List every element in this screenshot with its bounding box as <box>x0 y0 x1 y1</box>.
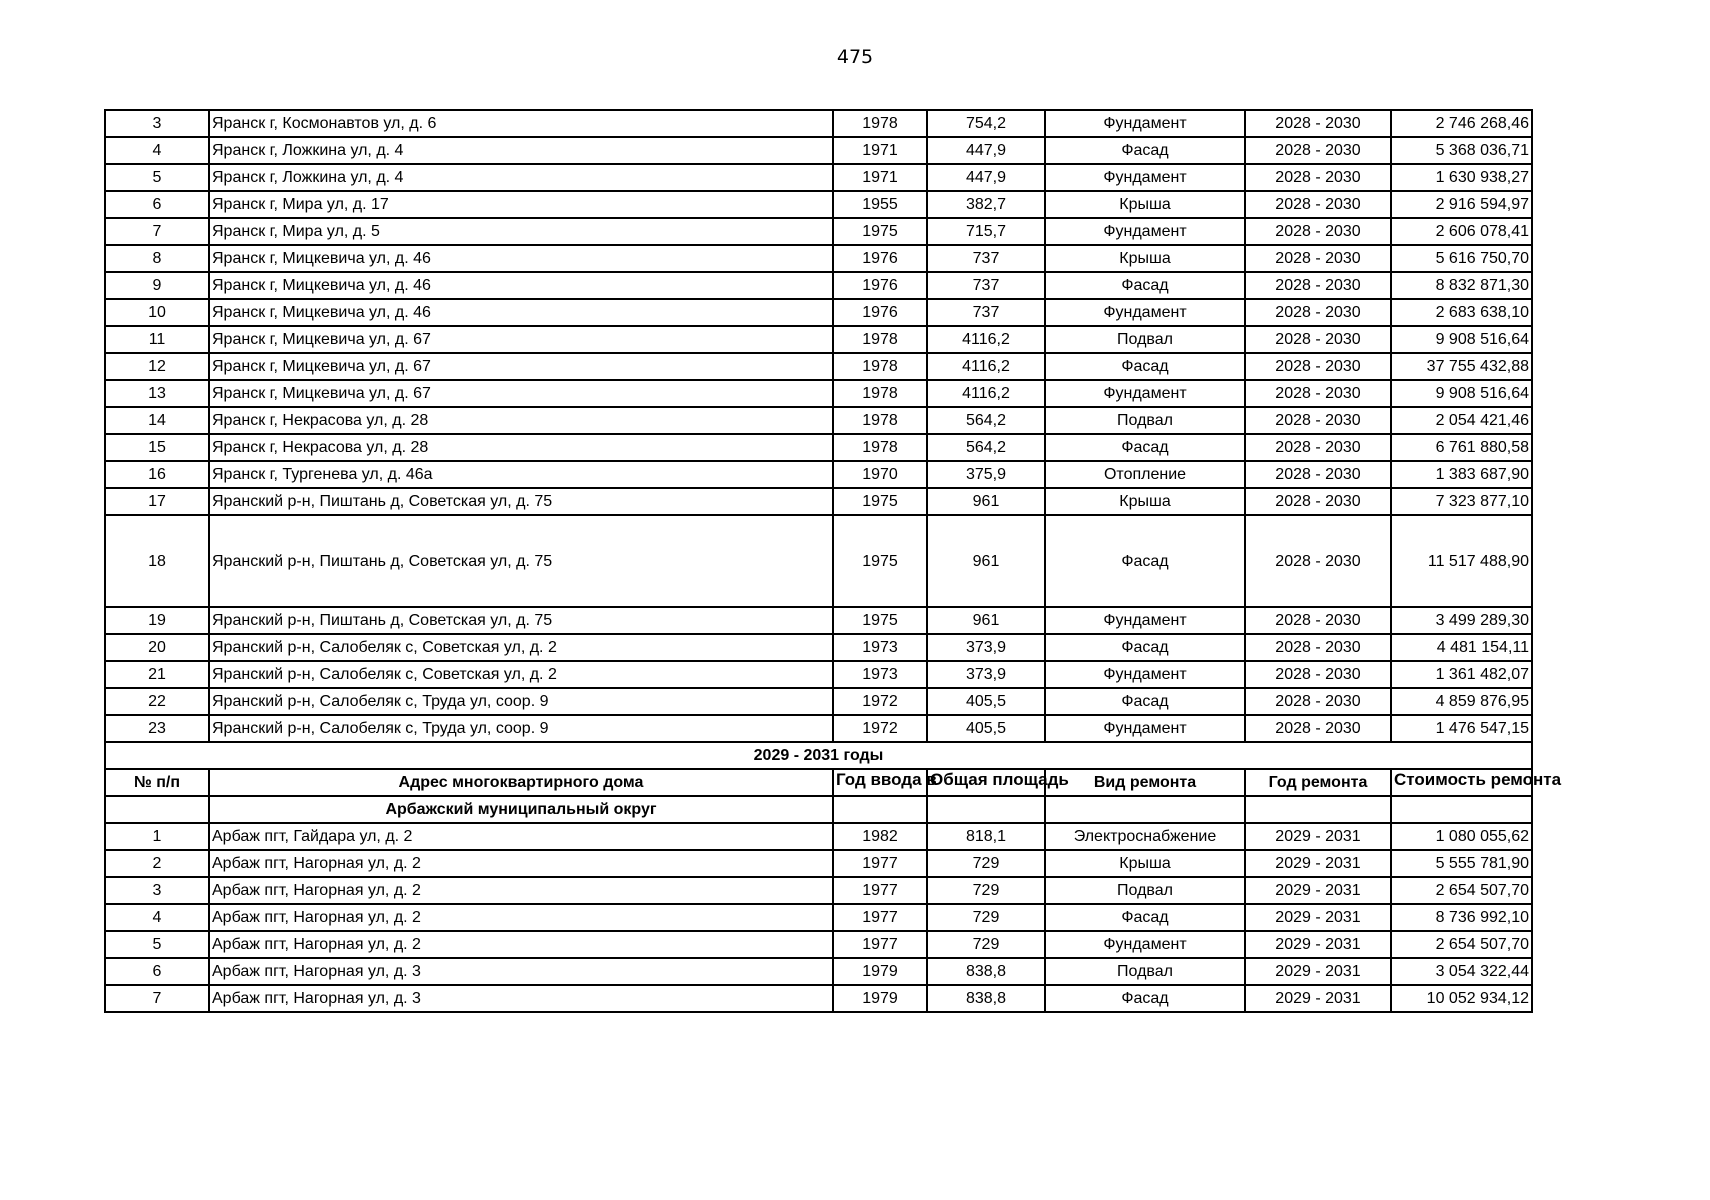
cell-year: 1972 <box>833 715 927 742</box>
cell-period: 2029 - 2031 <box>1245 823 1391 850</box>
header-area: Общая площадь <box>927 769 1045 796</box>
cell-cost: 6 761 880,58 <box>1391 434 1532 461</box>
cell-repair: Подвал <box>1045 877 1245 904</box>
page-number: 475 <box>836 46 874 68</box>
cell-year: 1970 <box>833 461 927 488</box>
cell-cost: 2 606 078,41 <box>1391 218 1532 245</box>
cell-repair: Фундамент <box>1045 931 1245 958</box>
cell-cost: 5 368 036,71 <box>1391 137 1532 164</box>
cell-num: 20 <box>105 634 209 661</box>
cell-period: 2028 - 2030 <box>1245 272 1391 299</box>
cell-repair: Крыша <box>1045 245 1245 272</box>
table-row <box>105 218 1532 245</box>
cell-num: 3 <box>105 110 209 137</box>
cell-area: 961 <box>927 488 1045 515</box>
cell-area: 729 <box>927 904 1045 931</box>
cell-num: 10 <box>105 299 209 326</box>
cell-area: 4116,2 <box>927 353 1045 380</box>
cell-cost: 37 755 432,88 <box>1391 353 1532 380</box>
cell-num: 1 <box>105 823 209 850</box>
cell-area: 729 <box>927 850 1045 877</box>
cell-year: 1978 <box>833 110 927 137</box>
cell-area: 373,9 <box>927 661 1045 688</box>
cell-num: 11 <box>105 326 209 353</box>
table-body-2029-2031 <box>105 823 1532 1012</box>
cell-repair: Подвал <box>1045 958 1245 985</box>
cell-area: 754,2 <box>927 110 1045 137</box>
cell-address: Яранск г, Мицкевича ул, д. 67 <box>209 326 833 353</box>
table-row <box>105 245 1532 272</box>
cell-cost: 2 654 507,70 <box>1391 877 1532 904</box>
cell-area: 838,8 <box>927 958 1045 985</box>
table-body-2028-2030 <box>105 110 1532 742</box>
cell-period: 2028 - 2030 <box>1245 380 1391 407</box>
cell-year: 1976 <box>833 245 927 272</box>
cell-area: 737 <box>927 299 1045 326</box>
cell-period: 2028 - 2030 <box>1245 434 1391 461</box>
cell-area: 564,2 <box>927 434 1045 461</box>
cell-period: 2028 - 2030 <box>1245 110 1391 137</box>
section-title-row <box>105 742 1532 769</box>
cell-period: 2028 - 2030 <box>1245 326 1391 353</box>
cell-repair: Фундамент <box>1045 110 1245 137</box>
cell-num: 23 <box>105 715 209 742</box>
cell-cost: 1 383 687,90 <box>1391 461 1532 488</box>
cell-cost: 1 630 938,27 <box>1391 164 1532 191</box>
cell-area: 373,9 <box>927 634 1045 661</box>
table-row <box>105 164 1532 191</box>
cell-repair: Фундамент <box>1045 218 1245 245</box>
cell-year: 1979 <box>833 985 927 1012</box>
table-row <box>105 353 1532 380</box>
cell-num: 6 <box>105 958 209 985</box>
cell-period: 2028 - 2030 <box>1245 245 1391 272</box>
cell-repair: Фасад <box>1045 272 1245 299</box>
cell-cost: 5 616 750,70 <box>1391 245 1532 272</box>
cell-num: 13 <box>105 380 209 407</box>
cell-num: 6 <box>105 191 209 218</box>
cell-year: 1975 <box>833 218 927 245</box>
cell-period: 2028 - 2030 <box>1245 137 1391 164</box>
cell-num: 5 <box>105 931 209 958</box>
cell-address: Яранский р-н, Салобеляк с, Советская ул, д. 2 <box>209 634 833 661</box>
cell-cost: 2 746 268,46 <box>1391 110 1532 137</box>
cell-cost: 3 054 322,44 <box>1391 958 1532 985</box>
cell-period: 2028 - 2030 <box>1245 688 1391 715</box>
cell-year: 1972 <box>833 688 927 715</box>
table-row <box>105 985 1532 1012</box>
cell-year: 1973 <box>833 661 927 688</box>
header-address: Адрес многоквартирного дома <box>209 769 833 796</box>
cell-area: 405,5 <box>927 688 1045 715</box>
cell-address: Яранск г, Мира ул, д. 17 <box>209 191 833 218</box>
cell-repair: Крыша <box>1045 850 1245 877</box>
cell-year: 1982 <box>833 823 927 850</box>
cell-area: 382,7 <box>927 191 1045 218</box>
cell-address: Яранск г, Мицкевича ул, д. 46 <box>209 245 833 272</box>
cell-repair: Фасад <box>1045 634 1245 661</box>
cell-cost: 7 323 877,10 <box>1391 488 1532 515</box>
cell-address: Яранск г, Ложкина ул, д. 4 <box>209 137 833 164</box>
cell-address: Яранск г, Тургенева ул, д. 46а <box>209 461 833 488</box>
table-row <box>105 877 1532 904</box>
cell-year: 1976 <box>833 299 927 326</box>
cell-area: 4116,2 <box>927 380 1045 407</box>
cell-address: Яранск г, Ложкина ул, д. 4 <box>209 164 833 191</box>
cell-period: 2028 - 2030 <box>1245 353 1391 380</box>
table-row <box>105 904 1532 931</box>
cell-year: 1977 <box>833 850 927 877</box>
header-repair: Вид ремонта <box>1045 769 1245 796</box>
cell-repair: Фундамент <box>1045 299 1245 326</box>
cell-period: 2029 - 2031 <box>1245 958 1391 985</box>
table-row <box>105 191 1532 218</box>
cell-num: 8 <box>105 245 209 272</box>
header-cost: Стоимость ремонта <box>1391 769 1532 796</box>
cell-year: 1971 <box>833 137 927 164</box>
cell-year: 1975 <box>833 488 927 515</box>
cell-repair: Отопление <box>1045 461 1245 488</box>
cell-address: Арбаж пгт, Нагорная ул, д. 3 <box>209 958 833 985</box>
cell-num: 12 <box>105 353 209 380</box>
table-row <box>105 688 1532 715</box>
cell-cost: 10 052 934,12 <box>1391 985 1532 1012</box>
section-2029-2031 <box>105 742 1562 823</box>
cell-area: 447,9 <box>927 164 1045 191</box>
cell-num: 17 <box>105 488 209 515</box>
cell-address: Яранский р-н, Пиштань д, Советская ул, д. 75 <box>209 515 833 607</box>
cell-cost: 2 654 507,70 <box>1391 931 1532 958</box>
cell-repair: Фундамент <box>1045 715 1245 742</box>
cell-cost: 1 476 547,15 <box>1391 715 1532 742</box>
district-name: Арбажский муниципальный округ <box>209 796 833 823</box>
table-row <box>105 607 1532 634</box>
cell-num: 14 <box>105 407 209 434</box>
cell-period: 2028 - 2030 <box>1245 299 1391 326</box>
cell-period: 2029 - 2031 <box>1245 877 1391 904</box>
cell-period: 2029 - 2031 <box>1245 931 1391 958</box>
cell-address: Яранск г, Некрасова ул, д. 28 <box>209 407 833 434</box>
cell-period: 2028 - 2030 <box>1245 407 1391 434</box>
cell-num: 4 <box>105 137 209 164</box>
cell-address: Яранский р-н, Салобеляк с, Советская ул, д. 2 <box>209 661 833 688</box>
cell-repair: Фундамент <box>1045 607 1245 634</box>
repair-schedule-table <box>104 109 1562 1013</box>
cell-address: Яранский р-н, Салобеляк с, Труда ул, соор. 9 <box>209 688 833 715</box>
cell-repair: Фасад <box>1045 515 1245 607</box>
cell-address: Арбаж пгт, Нагорная ул, д. 2 <box>209 904 833 931</box>
cell-period: 2028 - 2030 <box>1245 661 1391 688</box>
cell-address: Яранск г, Мицкевича ул, д. 67 <box>209 380 833 407</box>
cell-repair: Фасад <box>1045 353 1245 380</box>
cell-address: Яранск г, Мицкевича ул, д. 46 <box>209 299 833 326</box>
cell-period: 2029 - 2031 <box>1245 904 1391 931</box>
cell-address: Арбаж пгт, Нагорная ул, д. 2 <box>209 931 833 958</box>
cell-period: 2028 - 2030 <box>1245 715 1391 742</box>
cell-num: 15 <box>105 434 209 461</box>
cell-num: 7 <box>105 985 209 1012</box>
cell-period: 2028 - 2030 <box>1245 634 1391 661</box>
table-row <box>105 272 1532 299</box>
cell-period: 2028 - 2030 <box>1245 218 1391 245</box>
table-row <box>105 515 1532 607</box>
cell-year: 1975 <box>833 515 927 607</box>
cell-address: Яранский р-н, Пиштань д, Советская ул, д. 75 <box>209 607 833 634</box>
cell-period: 2029 - 2031 <box>1245 985 1391 1012</box>
table-row <box>105 299 1532 326</box>
cell-period: 2028 - 2030 <box>1245 488 1391 515</box>
cell-repair: Фасад <box>1045 434 1245 461</box>
cell-area: 737 <box>927 245 1045 272</box>
cell-cost: 11 517 488,90 <box>1391 515 1532 607</box>
cell-num: 19 <box>105 607 209 634</box>
cell-area: 405,5 <box>927 715 1045 742</box>
cell-area: 818,1 <box>927 823 1045 850</box>
cell-address: Арбаж пгт, Нагорная ул, д. 3 <box>209 985 833 1012</box>
cell-area: 961 <box>927 515 1045 607</box>
cell-year: 1979 <box>833 958 927 985</box>
cell-period: 2028 - 2030 <box>1245 515 1391 607</box>
table-row <box>105 461 1532 488</box>
cell-area: 375,9 <box>927 461 1045 488</box>
cell-period: 2029 - 2031 <box>1245 850 1391 877</box>
cell-year: 1977 <box>833 877 927 904</box>
cell-num: 22 <box>105 688 209 715</box>
cell-area: 447,9 <box>927 137 1045 164</box>
cell-cost: 2 054 421,46 <box>1391 407 1532 434</box>
cell-area: 4116,2 <box>927 326 1045 353</box>
table-row <box>105 634 1532 661</box>
cell-year: 1975 <box>833 607 927 634</box>
cell-year: 1976 <box>833 272 927 299</box>
cell-period: 2028 - 2030 <box>1245 461 1391 488</box>
cell-num: 5 <box>105 164 209 191</box>
table-row <box>105 661 1532 688</box>
cell-repair: Фасад <box>1045 904 1245 931</box>
cell-area: 564,2 <box>927 407 1045 434</box>
cell-area: 729 <box>927 877 1045 904</box>
table-row <box>105 488 1532 515</box>
district-row <box>105 796 1532 823</box>
cell-repair: Фасад <box>1045 985 1245 1012</box>
cell-cost: 5 555 781,90 <box>1391 850 1532 877</box>
cell-repair: Крыша <box>1045 488 1245 515</box>
cell-area: 961 <box>927 607 1045 634</box>
table-row <box>105 110 1532 137</box>
cell-period: 2028 - 2030 <box>1245 164 1391 191</box>
cell-address: Яранск г, Мицкевича ул, д. 46 <box>209 272 833 299</box>
cell-period: 2028 - 2030 <box>1245 607 1391 634</box>
table-row <box>105 407 1532 434</box>
cell-repair: Фундамент <box>1045 380 1245 407</box>
cell-year: 1978 <box>833 407 927 434</box>
cell-address: Арбаж пгт, Нагорная ул, д. 2 <box>209 877 833 904</box>
cell-address: Яранский р-н, Пиштань д, Советская ул, д. 75 <box>209 488 833 515</box>
cell-cost: 4 481 154,11 <box>1391 634 1532 661</box>
cell-year: 1973 <box>833 634 927 661</box>
cell-area: 737 <box>927 272 1045 299</box>
cell-num: 9 <box>105 272 209 299</box>
cell-year: 1955 <box>833 191 927 218</box>
cell-year: 1978 <box>833 353 927 380</box>
cell-num: 4 <box>105 904 209 931</box>
table-header-row <box>105 769 1532 796</box>
header-period: Год ремонта <box>1245 769 1391 796</box>
cell-year: 1978 <box>833 434 927 461</box>
cell-address: Арбаж пгт, Гайдара ул, д. 2 <box>209 823 833 850</box>
cell-num: 2 <box>105 850 209 877</box>
cell-area: 838,8 <box>927 985 1045 1012</box>
cell-num: 16 <box>105 461 209 488</box>
cell-cost: 2 683 638,10 <box>1391 299 1532 326</box>
cell-num: 3 <box>105 877 209 904</box>
cell-area: 715,7 <box>927 218 1045 245</box>
table-row <box>105 931 1532 958</box>
section-title: 2029 - 2031 годы <box>105 742 1532 769</box>
cell-cost: 2 916 594,97 <box>1391 191 1532 218</box>
cell-repair: Фасад <box>1045 688 1245 715</box>
cell-repair: Фундамент <box>1045 661 1245 688</box>
cell-cost: 4 859 876,95 <box>1391 688 1532 715</box>
cell-year: 1977 <box>833 931 927 958</box>
table-row <box>105 823 1532 850</box>
cell-repair: Электроснабжение <box>1045 823 1245 850</box>
cell-area: 729 <box>927 931 1045 958</box>
cell-year: 1971 <box>833 164 927 191</box>
cell-address: Яранск г, Мицкевича ул, д. 67 <box>209 353 833 380</box>
cell-cost: 9 908 516,64 <box>1391 380 1532 407</box>
table-row <box>105 434 1532 461</box>
table-row <box>105 380 1532 407</box>
cell-address: Яранск г, Космонавтов ул, д. 6 <box>209 110 833 137</box>
table-row <box>105 137 1532 164</box>
cell-repair: Фундамент <box>1045 164 1245 191</box>
cell-address: Арбаж пгт, Нагорная ул, д. 2 <box>209 850 833 877</box>
cell-year: 1978 <box>833 380 927 407</box>
header-year: Год ввода в <box>833 769 927 796</box>
table-row <box>105 958 1532 985</box>
cell-address: Яранский р-н, Салобеляк с, Труда ул, соор. 9 <box>209 715 833 742</box>
cell-cost: 8 832 871,30 <box>1391 272 1532 299</box>
cell-cost: 8 736 992,10 <box>1391 904 1532 931</box>
cell-cost: 9 908 516,64 <box>1391 326 1532 353</box>
header-num: № п/п <box>105 769 209 796</box>
cell-year: 1978 <box>833 326 927 353</box>
cell-repair: Подвал <box>1045 326 1245 353</box>
cell-num: 21 <box>105 661 209 688</box>
cell-num: 7 <box>105 218 209 245</box>
cell-address: Яранск г, Некрасова ул, д. 28 <box>209 434 833 461</box>
table-row <box>105 850 1532 877</box>
cell-repair: Крыша <box>1045 191 1245 218</box>
table-row <box>105 326 1532 353</box>
cell-year: 1977 <box>833 904 927 931</box>
cell-cost: 3 499 289,30 <box>1391 607 1532 634</box>
cell-cost: 1 080 055,62 <box>1391 823 1532 850</box>
cell-num: 18 <box>105 515 209 607</box>
cell-cost: 1 361 482,07 <box>1391 661 1532 688</box>
table-row <box>105 715 1532 742</box>
cell-repair: Фасад <box>1045 137 1245 164</box>
cell-address: Яранск г, Мира ул, д. 5 <box>209 218 833 245</box>
cell-period: 2028 - 2030 <box>1245 191 1391 218</box>
cell-repair: Подвал <box>1045 407 1245 434</box>
